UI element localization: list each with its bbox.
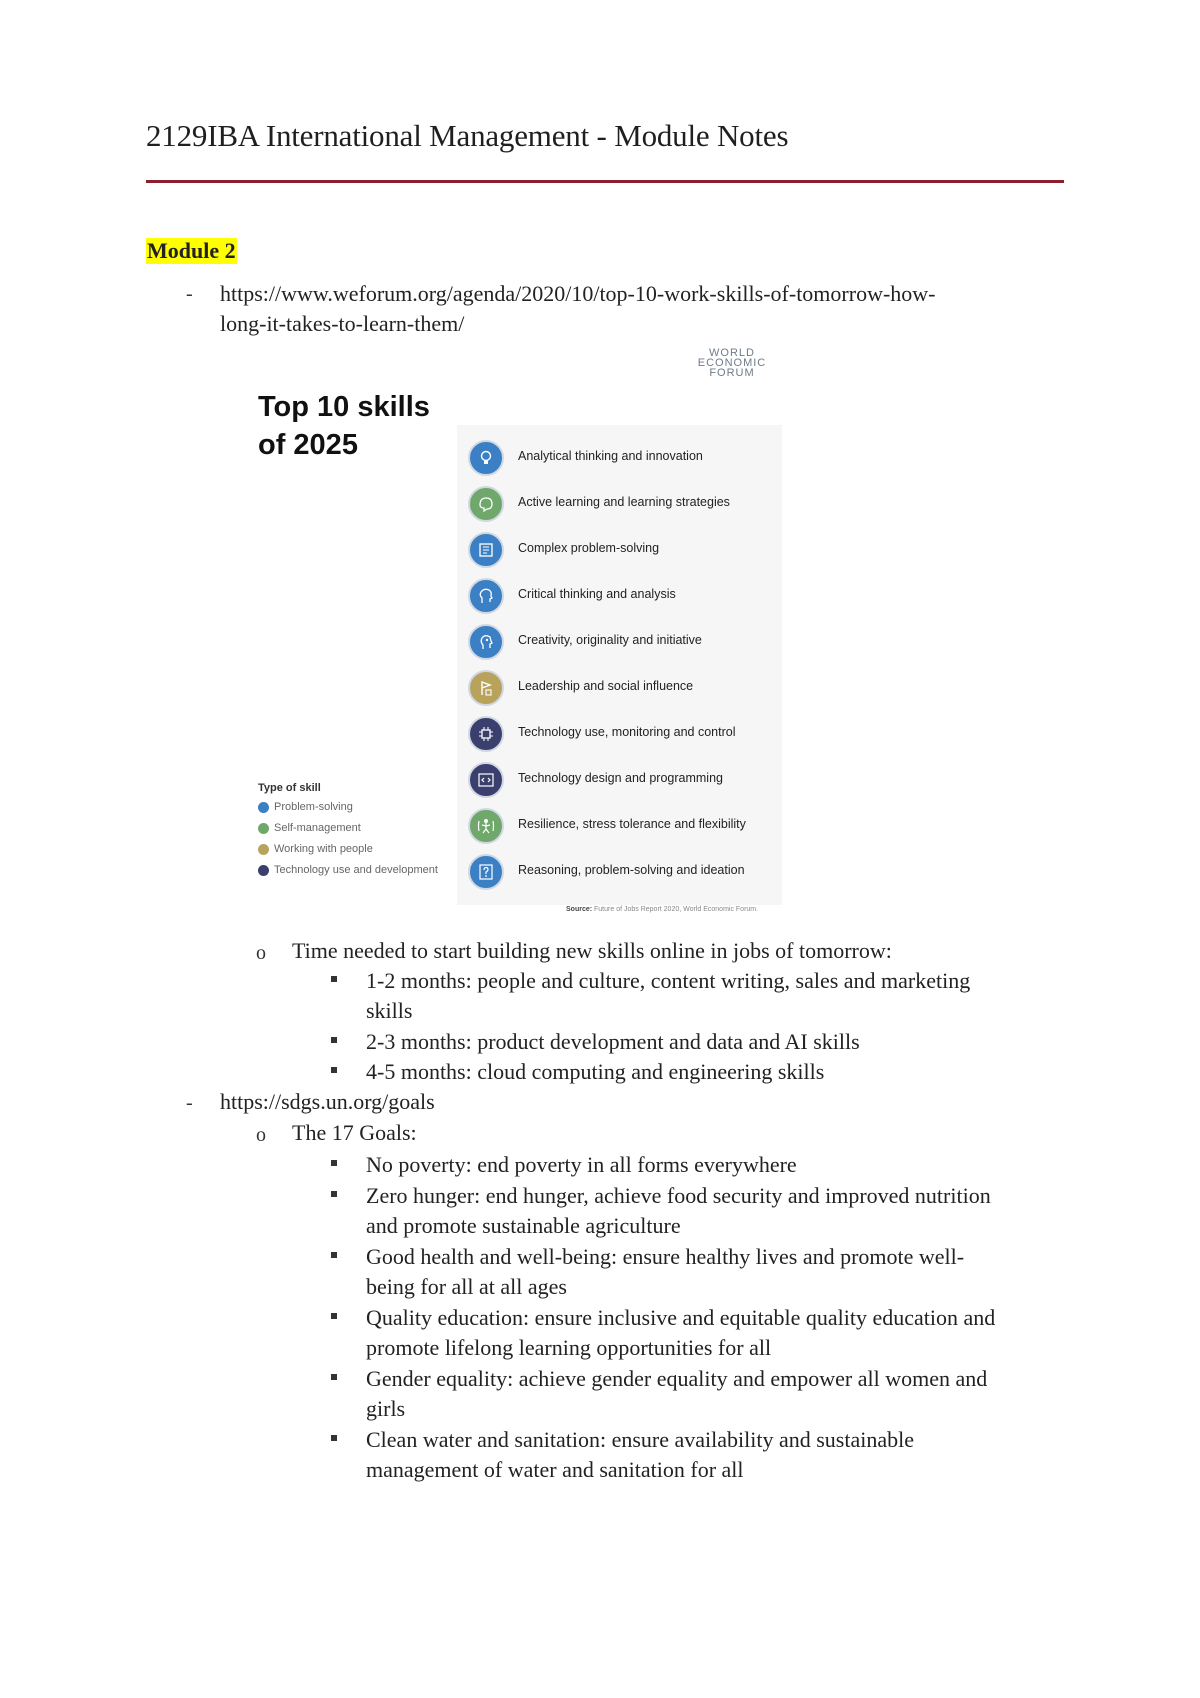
skill-label: Leadership and social influence (518, 679, 694, 693)
legend-item (258, 840, 438, 861)
legend-label: Technology use and development (274, 864, 438, 876)
skill-label: Reasoning, problem-solving and ideation (518, 863, 745, 877)
list-item: 4-5 months: cloud computing and engineering skills (366, 1059, 825, 1084)
legend-label: Working with people (274, 843, 373, 855)
skill-label: Critical thinking and analysis (518, 587, 676, 601)
skill-label: Technology use, monitoring and control (518, 725, 736, 739)
skill-label: Complex problem-solving (518, 541, 660, 555)
infographic-title-line2: of 2025 (258, 429, 358, 461)
goal-item-line2: and promote sustainable agriculture (366, 1213, 681, 1238)
list-dash: - (186, 283, 193, 305)
goal-item: No poverty: end poverty in all forms everywhere (366, 1152, 797, 1177)
head-icon (468, 578, 504, 614)
chip-icon (468, 716, 504, 752)
goal-item (366, 1425, 914, 1485)
goal-item-line1: Quality education: ensure inclusive and equitable quality education and (366, 1305, 996, 1330)
legend-item (258, 861, 438, 882)
square-bullet (331, 1160, 337, 1166)
square-bullet (331, 1252, 337, 1258)
wef-logo-line: WORLD (709, 347, 755, 359)
weforum-link[interactable] (220, 279, 936, 339)
weforum-link-line1: https://www.weforum.org/agenda/2020/10/top-10-work-skills-of-tomorrow-how- (220, 281, 936, 306)
legend-title: Type of skill (258, 782, 321, 794)
goal-item-line1: Zero hunger: end hunger, achieve food security and improved nutrition (366, 1183, 991, 1208)
goal-item-line2: being for all at all ages (366, 1274, 567, 1299)
face-profile-icon (468, 624, 504, 660)
source-text: Future of Jobs Report 2020, World Economic Forum. (594, 906, 759, 913)
top-skills-infographic (240, 340, 800, 915)
wef-logo-line: FORUM (709, 367, 755, 379)
goal-item-line1: Good health and well-being: ensure healthy lives and promote well- (366, 1244, 965, 1269)
legend-dot (258, 865, 269, 876)
goal-item (366, 1242, 964, 1302)
square-bullet (331, 1374, 337, 1380)
flag-icon (468, 670, 504, 706)
goal-item (366, 1303, 995, 1363)
time-heading: Time needed to start building new skills online in jobs of tomorrow: (292, 938, 892, 963)
sublist-bullet: o (256, 942, 266, 964)
legend-item (258, 819, 438, 840)
square-bullet (331, 1313, 337, 1319)
goal-item (366, 1181, 991, 1241)
puzzle-icon (468, 532, 504, 568)
module-heading: Module 2 (147, 238, 236, 263)
infographic-title (258, 388, 478, 464)
goal-item-line2: girls (366, 1396, 406, 1421)
square-bullet (331, 1191, 337, 1197)
goal-item-line2: promote lifelong learning opportunities for all (366, 1335, 772, 1360)
weforum-link-line2: long-it-takes-to-learn-them/ (220, 311, 465, 336)
skill-type-legend (258, 782, 438, 882)
list-item-line1: 1-2 months: people and culture, content writing, sales and marketing (366, 968, 971, 993)
infographic-source (566, 906, 758, 913)
square-bullet (331, 1435, 337, 1441)
title-rule (146, 180, 1064, 183)
square-bullet (331, 1067, 337, 1073)
goal-item-line2: management of water and sanitation for all (366, 1457, 744, 1482)
skill-label: Resilience, stress tolerance and flexibility (518, 817, 746, 831)
legend-dot (258, 802, 269, 813)
source-label: Source: (566, 906, 593, 913)
goal-item-line1: Clean water and sanitation: ensure availability and sustainable (366, 1427, 914, 1452)
list-item: 2-3 months: product development and data and AI skills (366, 1029, 860, 1054)
legend-dot (258, 823, 269, 834)
brain-icon (468, 486, 504, 522)
legend-dot (258, 844, 269, 855)
legend-label: Problem-solving (274, 801, 353, 813)
legend-item (258, 798, 438, 819)
goal-item (366, 1364, 987, 1424)
person-icon (468, 808, 504, 844)
wef-logo (692, 348, 772, 378)
legend-label: Self-management (274, 822, 361, 834)
skill-label: Active learning and learning strategies (518, 495, 730, 509)
list-item-line2: skills (366, 998, 413, 1023)
sdgs-link[interactable]: https://sdgs.un.org/goals (220, 1089, 435, 1114)
lightbulb-icon (468, 440, 504, 476)
infographic-title-line1: Top 10 skills (258, 391, 430, 423)
skill-label: Analytical thinking and innovation (518, 449, 703, 463)
skill-label: Creativity, originality and initiative (518, 633, 702, 647)
square-bullet (331, 1037, 337, 1043)
list-item (366, 966, 970, 1026)
wef-logo-line: ECONOMIC (697, 357, 767, 369)
code-icon (468, 762, 504, 798)
goal-item-line1: Gender equality: achieve gender equality and empower all women and (366, 1366, 988, 1391)
list-dash: - (186, 1092, 193, 1114)
question-icon (468, 854, 504, 890)
sublist-bullet: o (256, 1124, 266, 1146)
document-title: 2129IBA International Management - Module Notes (146, 118, 789, 153)
goals-heading: The 17 Goals: (292, 1120, 417, 1145)
square-bullet (331, 976, 337, 982)
skill-label: Technology design and programming (518, 771, 723, 785)
